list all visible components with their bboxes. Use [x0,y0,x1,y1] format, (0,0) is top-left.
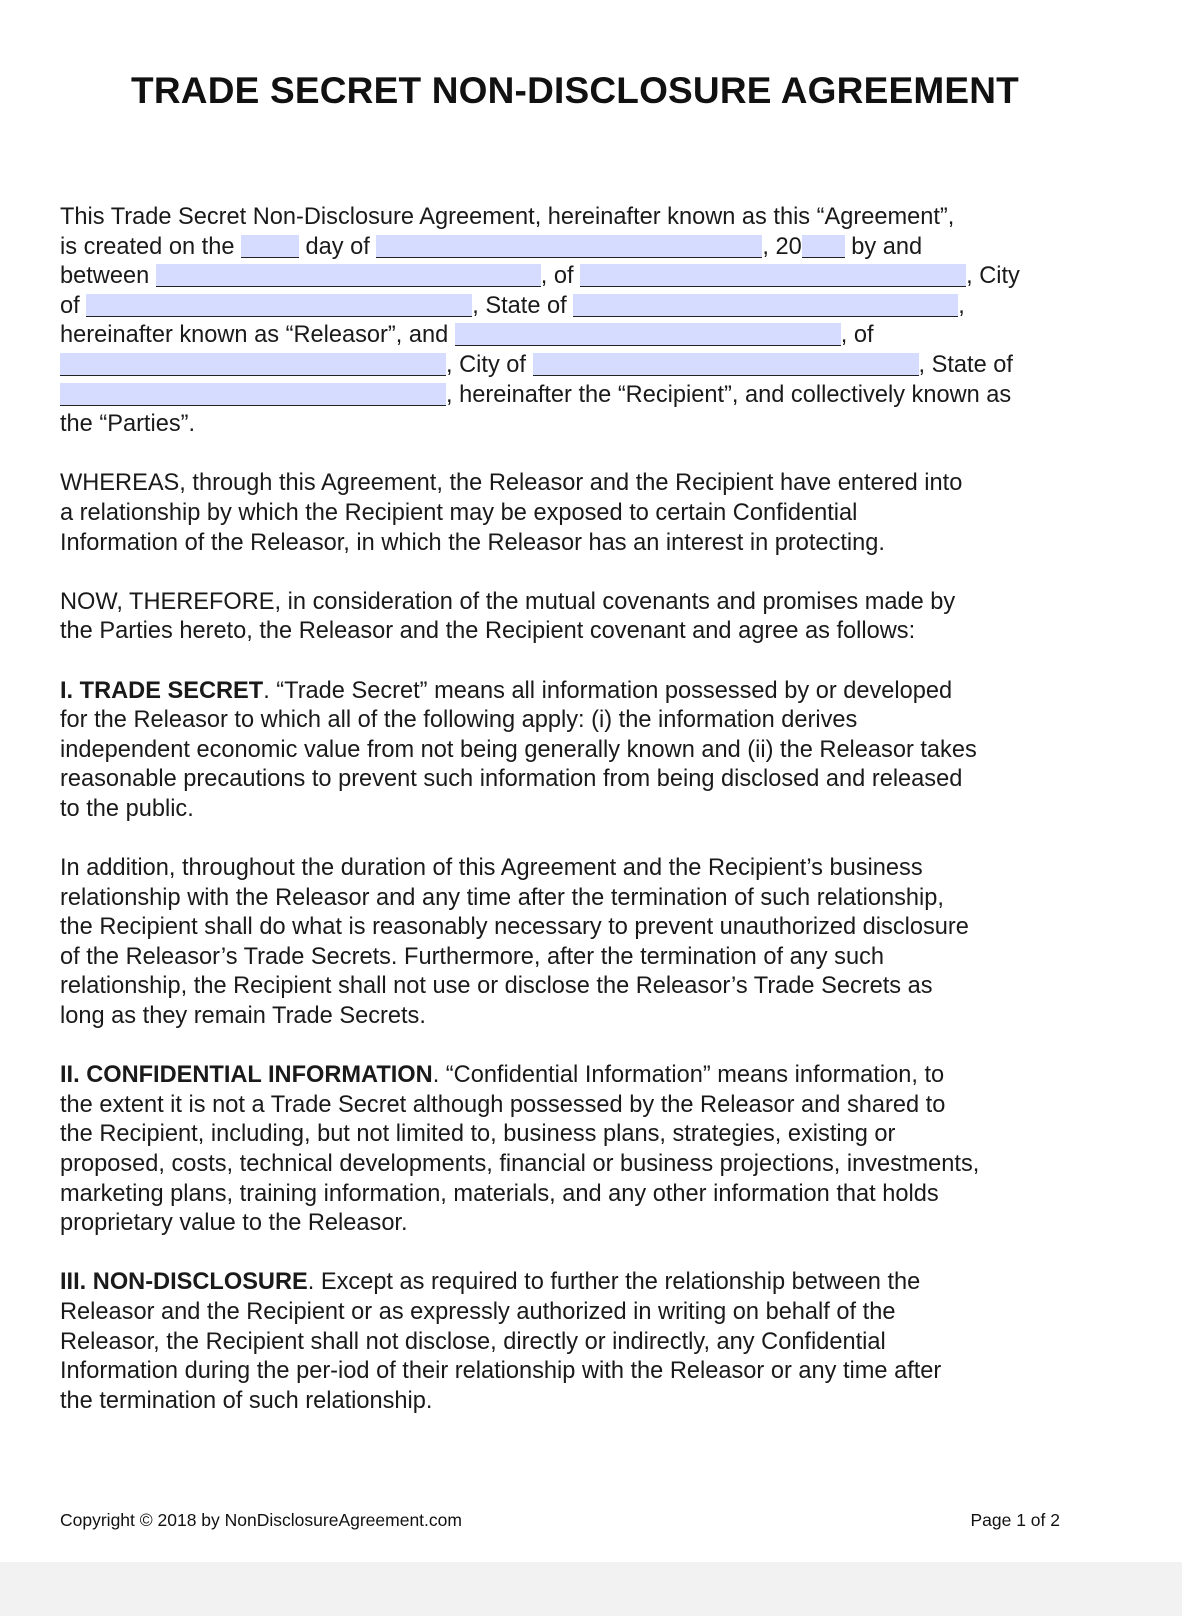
intro-text: , of [840,322,874,349]
section-1-line: independent economic value from not being generally known and (ii) the Releasor takes [60,736,977,763]
intro-line-8: the “Parties”. [60,411,196,438]
recipient-state-field[interactable] [60,383,446,406]
recipient-address-field[interactable] [60,353,446,376]
section-1-para2-line: the Recipient shall do what is reasonably necessary to prevent unauthorized disclosure [60,914,969,941]
releasor-name-field[interactable] [156,264,541,287]
section-2-text: . “Confidential Information” means information, to [432,1062,945,1089]
section-2-line: marketing plans, training information, materials, and any other information that holds [60,1180,939,1207]
section-1-para2-line: long as they remain Trade Secrets. [60,1003,426,1030]
intro-text: , City [966,263,1020,290]
releasor-state-field[interactable] [573,294,958,317]
intro-text: day of [299,233,377,260]
section-2-line: proposed, costs, technical developments, financial or business projections, investments, [60,1151,980,1177]
intro-line-6 [60,351,1100,381]
section-1-para2-line: In addition, throughout the duration of this Agreement and the Recipient’s business [60,855,923,882]
section-1-line: to the public. [60,795,194,822]
intro-line-7 [60,381,1100,411]
intro-text: , State of [918,351,1013,378]
section-3-line: Releasor and the Recipient or as expressly authorized in writing on behalf of the [60,1298,896,1325]
section-1-line: reasonable precautions to prevent such information from being disclosed and released [60,766,963,793]
section-1-para2-line: relationship with the Releasor and any time after the termination of such relationship, [60,884,944,911]
section-1-text: . “Trade Secret” means all information possessed by or developed [263,677,953,704]
recipient-city-field[interactable] [533,353,919,376]
footer-page-number: Page 1 of 2 [970,1510,1060,1530]
intro-text: , 20 [762,233,802,260]
section-3-line: the termination of such relationship. [60,1387,433,1414]
section-2-heading: II. CONFIDENTIAL INFORMATION [60,1062,433,1089]
intro-line-2 [60,233,1100,263]
section-3-line: Releasor, the Recipient shall not disclose, directly or indirectly, any Confidential [60,1328,886,1355]
section-2-first-line [60,1061,1100,1091]
document-body [60,203,1100,1416]
intro-text: hereinafter known as “Releasor”, and [60,322,455,349]
section-3-text: . Except as required to further the relationship between the [307,1269,921,1296]
intro-text: of [60,292,87,319]
releasor-city-field[interactable] [86,294,472,317]
intro-line-5 [60,321,1100,351]
intro-line-4 [60,292,1100,322]
whereas-line: WHEREAS, through this Agreement, the Releasor and the Recipient have entered into [60,470,963,497]
section-1-heading: I. TRADE SECRET [60,677,264,704]
section-2-line: proprietary value to the Releasor. [60,1210,408,1237]
releasor-address-field[interactable] [580,264,966,287]
intro-line-1: This Trade Secret Non-Disclosure Agreement, hereinafter known as this “Agreement”, [60,204,955,230]
day-field[interactable] [241,235,299,258]
month-field[interactable] [376,235,762,258]
intro-text: , of [540,263,581,290]
whereas-line: Information of the Releasor, in which the Releasor has an interest in protecting. [60,529,885,556]
document-title: TRADE SECRET NON-DISCLOSURE AGREEMENT [131,70,1019,111]
intro-line-3 [60,262,1100,292]
section-2-line: the Recipient, including, but not limited to, business plans, strategies, existing or [60,1121,896,1148]
now-therefore-line: the Parties hereto, the Releasor and the Recipient covenant and agree as follows: [60,618,916,645]
intro-text: , State of [472,292,574,319]
intro-text: between [60,263,156,290]
year-field[interactable] [802,235,845,258]
section-1-line: for the Releasor to which all of the following apply: (i) the information derives [60,707,858,734]
intro-text: by and [844,233,923,260]
section-1-first-line [60,677,1100,707]
intro-text: , [958,292,965,319]
intro-text: , hereinafter the “Recipient”, and collectively known as [446,381,1012,408]
section-1-para2-line: relationship, the Recipient shall not use or disclose the Releasor’s Trade Secrets as [60,973,933,1000]
section-2-line: the extent it is not a Trade Secret although possessed by the Releasor and shared to [60,1091,946,1118]
page-bottom-margin [0,1562,1182,1616]
recipient-name-field[interactable] [455,323,841,346]
whereas-line: a relationship by which the Recipient may be exposed to certain Confidential [60,499,858,526]
intro-text: , City of [446,351,533,378]
intro-text: is created on the [60,233,241,260]
section-3-heading: III. NON-DISCLOSURE [60,1269,308,1296]
footer-copyright: Copyright © 2018 by NonDisclosureAgreement.com [60,1510,462,1530]
now-therefore-line: NOW, THEREFORE, in consideration of the mutual covenants and promises made by [60,588,956,615]
section-3-first-line [60,1268,1100,1298]
section-1-para2-line: of the Releasor’s Trade Secrets. Furthermore, after the termination of any such [60,943,884,970]
section-3-line: Information during the per-iod of their relationship with the Releasor or any time after [60,1358,942,1385]
